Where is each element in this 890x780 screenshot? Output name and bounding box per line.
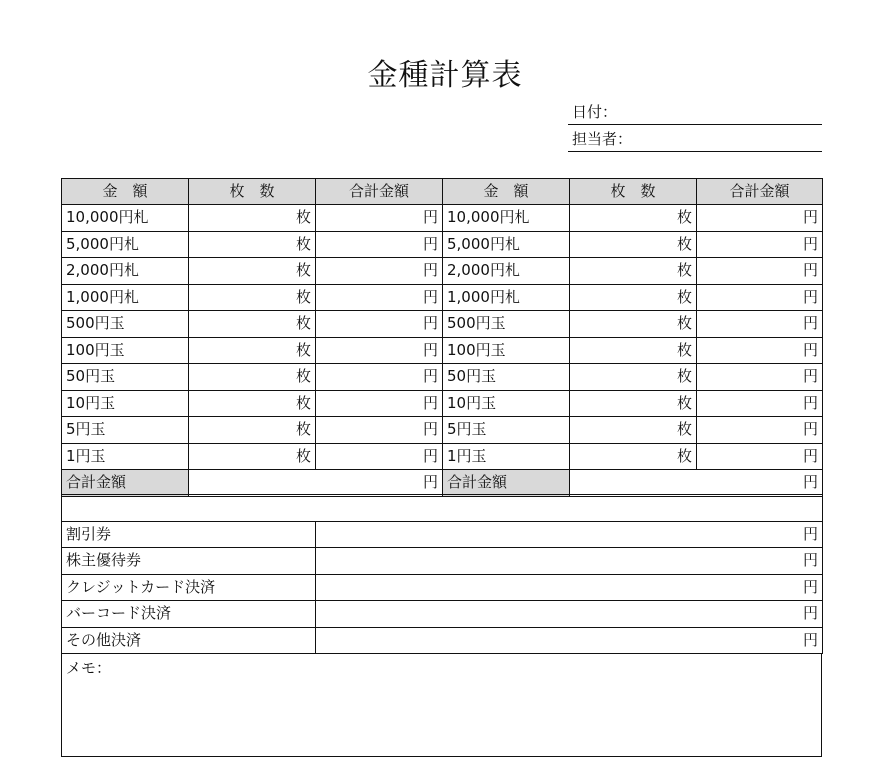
amount-cell[interactable]: 円 [316, 443, 443, 470]
amount-cell[interactable]: 円 [316, 284, 443, 311]
column-header: 合計金額 [697, 179, 823, 205]
amount-cell[interactable]: 円 [697, 231, 823, 258]
amount-cell[interactable]: 円 [316, 231, 443, 258]
denomination-label: 10円玉 [443, 390, 570, 417]
table-row [62, 443, 823, 470]
count-cell[interactable]: 枚 [570, 417, 697, 444]
count-cell[interactable]: 枚 [570, 258, 697, 285]
amount-cell[interactable]: 円 [697, 337, 823, 364]
amount-cell[interactable]: 円 [316, 364, 443, 391]
payment-amount-cell[interactable]: 円 [316, 548, 823, 575]
payment-label: その他決済 [62, 627, 316, 654]
column-header: 金 額 [62, 179, 189, 205]
count-cell[interactable]: 枚 [189, 337, 316, 364]
count-cell[interactable]: 枚 [189, 417, 316, 444]
count-cell[interactable]: 枚 [189, 364, 316, 391]
denomination-label: 1,000円札 [62, 284, 189, 311]
payment-amount-cell[interactable]: 円 [316, 601, 823, 628]
column-header: 合計金額 [316, 179, 443, 205]
denomination-label: 1円玉 [62, 443, 189, 470]
amount-cell[interactable]: 円 [316, 205, 443, 232]
denomination-label: 2,000円札 [62, 258, 189, 285]
total-row [62, 470, 823, 497]
count-cell[interactable]: 枚 [570, 284, 697, 311]
payment-label: 株主優待券 [62, 548, 316, 575]
column-header: 金 額 [443, 179, 570, 205]
total-amount-cell[interactable]: 円 [189, 470, 443, 497]
person-field[interactable] [568, 127, 822, 152]
header-row [62, 179, 823, 205]
amount-cell[interactable]: 円 [697, 258, 823, 285]
payment-row [62, 521, 823, 548]
denomination-label: 10円玉 [62, 390, 189, 417]
payment-amount-cell[interactable]: 円 [316, 521, 823, 548]
denomination-label: 500円玉 [62, 311, 189, 338]
table-row [62, 417, 823, 444]
amount-cell[interactable]: 円 [697, 417, 823, 444]
payment-row [62, 601, 823, 628]
count-cell[interactable]: 枚 [570, 311, 697, 338]
denomination-label: 2,000円札 [443, 258, 570, 285]
amount-cell[interactable]: 円 [697, 443, 823, 470]
denomination-label: 100円玉 [443, 337, 570, 364]
denomination-label: 5,000円札 [443, 231, 570, 258]
table-row [62, 311, 823, 338]
count-cell[interactable]: 枚 [189, 284, 316, 311]
amount-cell[interactable]: 円 [697, 390, 823, 417]
amount-cell[interactable]: 円 [697, 284, 823, 311]
denomination-label: 1,000円札 [443, 284, 570, 311]
payment-table [61, 494, 823, 654]
denomination-label: 50円玉 [443, 364, 570, 391]
denomination-label: 500円玉 [443, 311, 570, 338]
amount-cell[interactable]: 円 [316, 311, 443, 338]
denomination-label: 100円玉 [62, 337, 189, 364]
payment-label: バーコード決済 [62, 601, 316, 628]
payment-row [62, 548, 823, 575]
count-cell[interactable]: 枚 [570, 443, 697, 470]
denomination-label: 5円玉 [62, 417, 189, 444]
table-row [62, 390, 823, 417]
amount-cell[interactable]: 円 [316, 258, 443, 285]
payment-label: 割引券 [62, 521, 316, 548]
column-header: 枚 数 [189, 179, 316, 205]
table-row [62, 231, 823, 258]
spacer-row [62, 495, 823, 522]
denomination-label: 50円玉 [62, 364, 189, 391]
payment-amount-cell[interactable]: 円 [316, 627, 823, 654]
count-cell[interactable]: 枚 [189, 231, 316, 258]
count-cell[interactable]: 枚 [189, 311, 316, 338]
table-row [62, 337, 823, 364]
amount-cell[interactable]: 円 [316, 390, 443, 417]
payment-label: クレジットカード決済 [62, 574, 316, 601]
date-field[interactable] [568, 100, 822, 125]
payment-row [62, 574, 823, 601]
count-cell[interactable]: 枚 [189, 258, 316, 285]
count-cell[interactable]: 枚 [570, 364, 697, 391]
memo-box[interactable] [61, 653, 822, 757]
person-label: 担当者： [572, 130, 633, 148]
denomination-table [61, 178, 823, 497]
total-amount-cell[interactable]: 円 [570, 470, 823, 497]
date-label: 日付： [572, 103, 618, 121]
amount-cell[interactable]: 円 [697, 364, 823, 391]
count-cell[interactable]: 枚 [570, 231, 697, 258]
table-row [62, 205, 823, 232]
amount-cell[interactable]: 円 [316, 337, 443, 364]
total-label: 合計金額 [62, 470, 189, 497]
payment-amount-cell[interactable]: 円 [316, 574, 823, 601]
count-cell[interactable]: 枚 [189, 390, 316, 417]
count-cell[interactable]: 枚 [570, 205, 697, 232]
denomination-label: 1円玉 [443, 443, 570, 470]
denomination-label: 5円玉 [443, 417, 570, 444]
amount-cell[interactable]: 円 [697, 205, 823, 232]
count-cell[interactable]: 枚 [570, 337, 697, 364]
page-title: 金種計算表 [367, 58, 523, 93]
count-cell[interactable]: 枚 [570, 390, 697, 417]
table-row [62, 284, 823, 311]
denomination-label: 10,000円札 [62, 205, 189, 232]
denomination-label: 10,000円札 [443, 205, 570, 232]
memo-label: メモ： [66, 659, 112, 677]
total-label: 合計金額 [443, 470, 570, 497]
payment-row [62, 627, 823, 654]
count-cell[interactable]: 枚 [189, 443, 316, 470]
amount-cell[interactable]: 円 [316, 417, 443, 444]
denomination-label: 5,000円札 [62, 231, 189, 258]
count-cell[interactable]: 枚 [189, 205, 316, 232]
table-row [62, 364, 823, 391]
table-row [62, 258, 823, 285]
column-header: 枚 数 [570, 179, 697, 205]
amount-cell[interactable]: 円 [697, 311, 823, 338]
